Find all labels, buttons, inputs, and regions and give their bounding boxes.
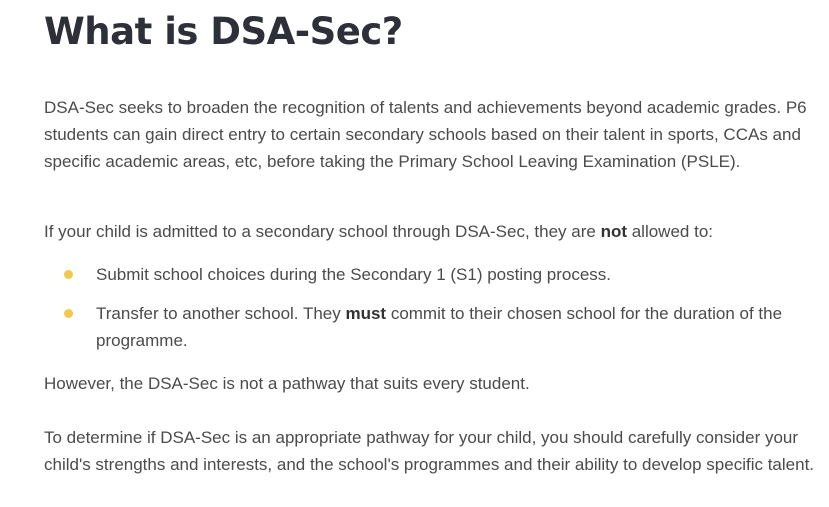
admitted-text-before: If your child is admitted to a secondary school through DSA-Sec, they are [44, 222, 601, 241]
admitted-emphasis: not [600, 222, 627, 241]
bullet-dot [64, 309, 73, 318]
list-item-text-before: Transfer to another school. They [96, 304, 346, 323]
list-item-text-after: commit to their chosen school for the duration of the programme. [96, 304, 783, 350]
intro-paragraph: DSA-Sec seeks to broaden the recognition of talents and achievements beyond academic grades. P6 students can gain direct entry to certain secondary schools based on their talent in sports, CCAs and specific academic areas, etc, before taking the Primary School Leaving Examination (PSLE). [44, 98, 807, 171]
bullet-dot [64, 270, 73, 279]
list-item [96, 300, 814, 354]
list-item: Submit school choices during the Secondary 1 (S1) posting process. [96, 265, 611, 284]
admitted-text-after: allowed to: [627, 222, 713, 241]
however-paragraph: However, the DSA-Sec is not a pathway that suits every student. [44, 374, 530, 393]
determine-paragraph: To determine if DSA-Sec is an appropriate pathway for your child, you should carefully consider your child's strengths and interests, and the school's programmes and their ability to develop specific talent. [44, 428, 815, 474]
page-title: What is DSA-Sec? [44, 10, 403, 53]
admitted-paragraph [44, 218, 814, 245]
list-item-emphasis: must [345, 304, 387, 323]
